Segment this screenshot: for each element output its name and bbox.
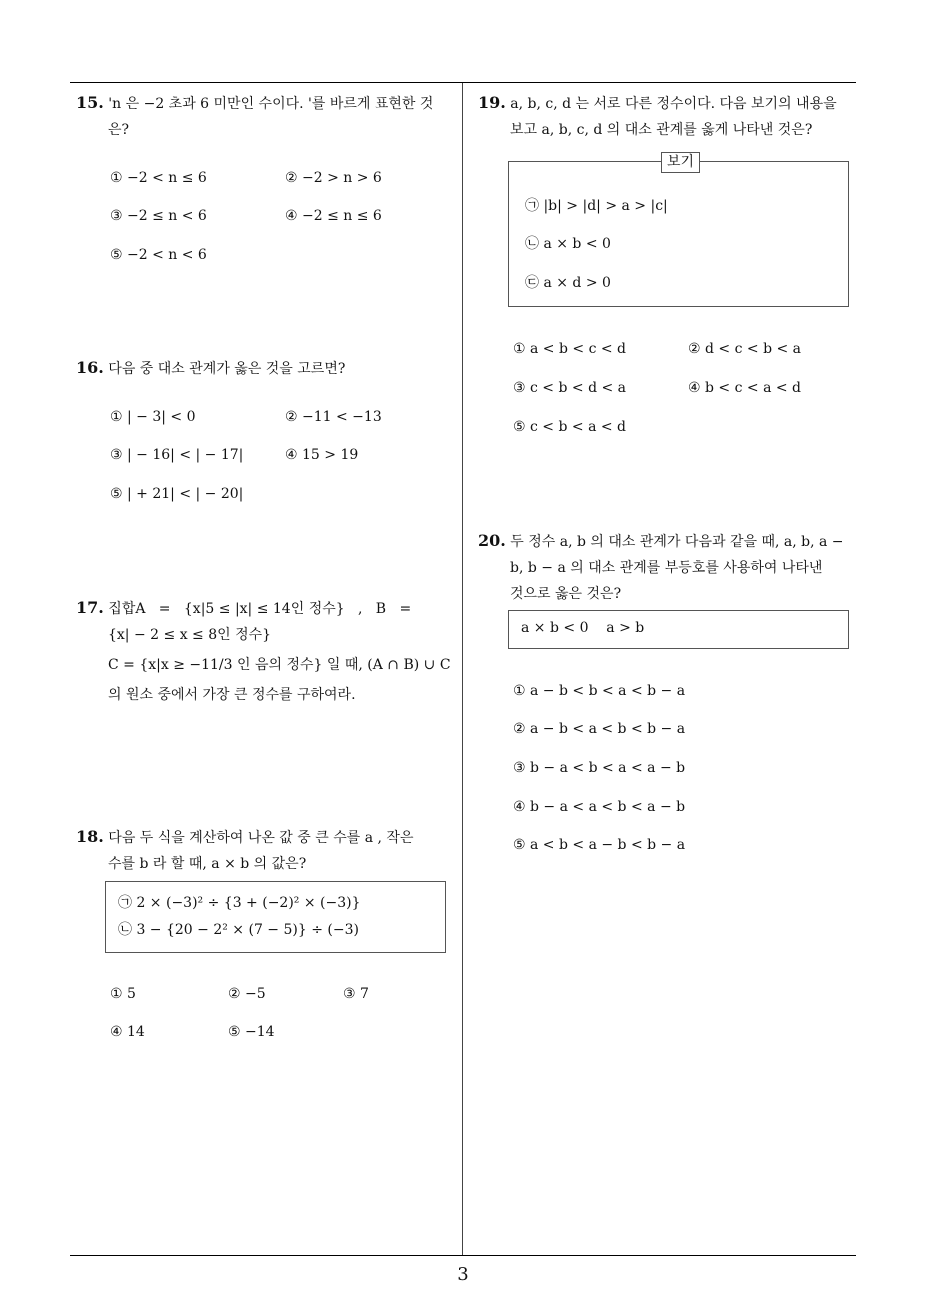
question-text: 집합A = {x|5 ≤ |x| ≤ 14인 정수} , B = — [108, 601, 412, 617]
question-text: 다음 중 대소 관계가 옳은 것을 고르면? — [108, 361, 346, 377]
expression-b: ㉡ 3 − {20 − 2² × (7 − 5)} ÷ (−3) — [118, 922, 359, 938]
question-text-cont: 수를 b 라 할 때, a × b 의 값은? — [108, 856, 307, 872]
question-text-cont: 은? — [108, 122, 130, 138]
q16-option-1[interactable]: ① | − 3| < 0 — [110, 409, 196, 425]
question-15 — [76, 90, 456, 143]
condition-b: ㉡ a × b < 0 — [525, 236, 611, 252]
question-text: 두 정수 a, b 의 대소 관계가 다음과 같을 때, a, b, a − — [510, 534, 844, 550]
q18-option-4[interactable]: ④ 14 — [110, 1024, 145, 1040]
q18-option-2[interactable]: ② −5 — [228, 986, 266, 1002]
page-number: 3 — [457, 1264, 469, 1285]
q20-option-1[interactable]: ① a − b < b < a < b − a — [513, 683, 686, 699]
q15-option-3[interactable]: ③ −2 ≤ n < 6 — [110, 208, 207, 224]
q16-option-4[interactable]: ④ 15 > 19 — [285, 447, 359, 463]
q20-option-4[interactable]: ④ b − a < a < b < a − b — [513, 799, 686, 815]
question-text-cont: 것으로 옳은 것은? — [510, 586, 622, 602]
column-divider — [462, 83, 463, 1255]
question-16 — [76, 355, 456, 382]
condition-c: ㉢ a × d > 0 — [525, 275, 611, 291]
question-text: 다음 두 식을 계산하여 나온 값 중 큰 수를 a , 작은 — [108, 830, 414, 846]
q16-option-3[interactable]: ③ | − 16| < | − 17| — [110, 447, 244, 463]
question-number: 19. — [478, 93, 506, 112]
q15-option-1[interactable]: ① −2 < n ≤ 6 — [110, 170, 207, 186]
q19-option-1[interactable]: ① a < b < c < d — [513, 341, 627, 357]
q15-option-4[interactable]: ④ −2 ≤ n ≤ 6 — [285, 208, 382, 224]
top-rule — [70, 82, 856, 83]
q19-option-2[interactable]: ② d < c < b < a — [688, 341, 802, 357]
question-17 — [76, 595, 456, 708]
question-text: a, b, c, d 는 서로 다른 정수이다. 다음 보기의 내용을 — [510, 96, 837, 112]
question-18 — [76, 824, 456, 877]
question-text-cont: 보고 a, b, c, d 의 대소 관계를 옳게 나타낸 것은? — [510, 122, 813, 138]
q19-option-4[interactable]: ④ b < c < a < d — [688, 380, 802, 396]
q20-condition-box — [508, 610, 849, 649]
q20-option-3[interactable]: ③ b − a < b < a < a − b — [513, 760, 686, 776]
q18-option-1[interactable]: ① 5 — [110, 986, 136, 1002]
q19-conditions-box — [508, 154, 849, 307]
question-text: 'n 은 −2 초과 6 미만인 수이다. '를 바르게 표현한 것 — [108, 96, 434, 112]
question-20 — [478, 528, 862, 607]
question-text-cont: b, b − a 의 대소 관계를 부등호를 사용하여 나타낸 — [510, 560, 823, 576]
q15-option-2[interactable]: ② −2 > n > 6 — [285, 170, 382, 186]
expression-a: ㉠ 2 × (−3)² ÷ {3 + (−2)² × (−3)} — [118, 895, 361, 911]
question-number: 20. — [478, 531, 506, 550]
q19-option-5[interactable]: ⑤ c < b < a < d — [513, 419, 627, 435]
q19-option-3[interactable]: ③ c < b < d < a — [513, 380, 627, 396]
question-text-cont: C = {x|x ≥ −11/3 인 음의 정수} 일 때, (A ∩ B) ∪ C — [108, 657, 451, 673]
question-number: 15. — [76, 93, 104, 112]
q20-option-5[interactable]: ⑤ a < b < a − b < b − a — [513, 837, 686, 853]
q18-option-5[interactable]: ⑤ −14 — [228, 1024, 275, 1040]
q18-option-3[interactable]: ③ 7 — [343, 986, 369, 1002]
q18-expression-box — [105, 881, 446, 953]
question-number: 16. — [76, 358, 104, 377]
question-number: 18. — [76, 827, 104, 846]
question-text-cont: 의 원소 중에서 가장 큰 정수를 구하여라. — [108, 687, 356, 703]
condition-a: ㉠ |b| > |d| > a > |c| — [525, 198, 668, 214]
question-text-cont: {x| − 2 ≤ x ≤ 8인 정수} — [108, 627, 272, 643]
q16-option-5[interactable]: ⑤ | + 21| < | − 20| — [110, 486, 244, 502]
q15-option-5[interactable]: ⑤ −2 < n < 6 — [110, 247, 207, 263]
bottom-rule — [70, 1255, 856, 1256]
question-19 — [478, 90, 862, 143]
box-title: 보기 — [661, 152, 700, 173]
q20-option-2[interactable]: ② a − b < a < b < b − a — [513, 721, 686, 737]
condition-text: a × b < 0 a > b — [521, 620, 645, 636]
q16-option-2[interactable]: ② −11 < −13 — [285, 409, 382, 425]
question-number: 17. — [76, 598, 104, 617]
